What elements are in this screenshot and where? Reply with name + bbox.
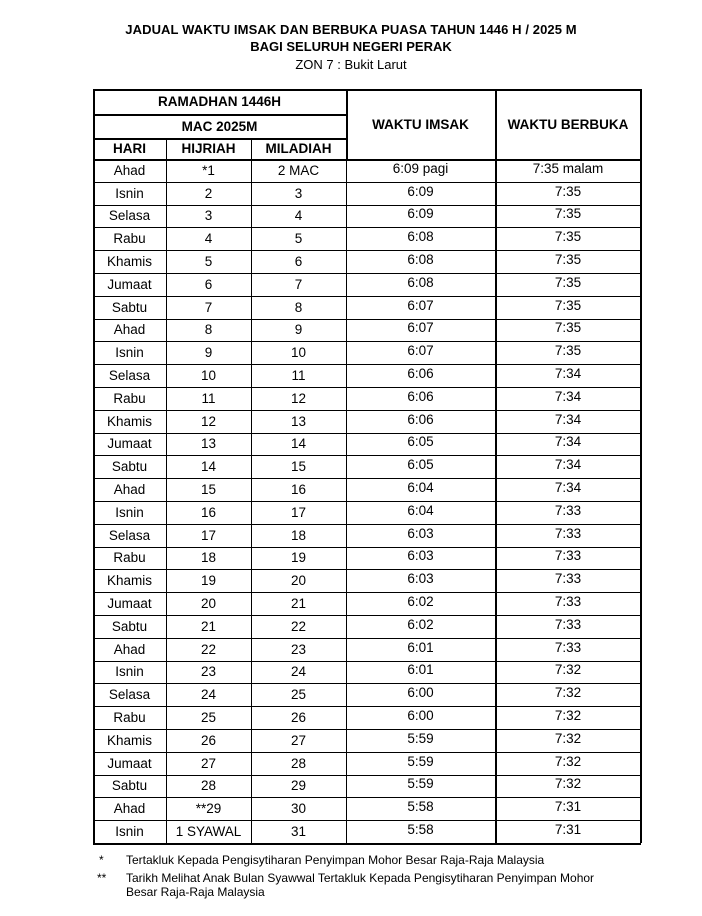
table-cell-berbuka: 7:32 bbox=[554, 662, 582, 678]
document-title: JADUAL WAKTU IMSAK DAN BERBUKA PUASA TAHUN 1446 H / 2025 M bbox=[125, 22, 577, 37]
table-cell-hijriah: 4 bbox=[204, 231, 213, 247]
table-cell-miladiah: 27 bbox=[290, 732, 307, 748]
table-cell-imsak: 6:05 bbox=[407, 434, 434, 450]
table-cell-miladiah: 12 bbox=[290, 390, 307, 406]
table-cell-imsak: 6:07 bbox=[407, 297, 434, 313]
table-cell-imsak: 6:08 bbox=[407, 252, 434, 268]
table-cell-miladiah: 24 bbox=[290, 664, 307, 680]
table-cell-miladiah: 17 bbox=[290, 504, 307, 520]
table-cell-miladiah: 30 bbox=[290, 801, 307, 817]
table-cell-imsak: 6:08 bbox=[407, 229, 434, 245]
table-cell-imsak: 6:04 bbox=[407, 502, 434, 518]
table-cell-imsak: 6:07 bbox=[407, 320, 434, 336]
table-cell-hari: Khamis bbox=[106, 254, 152, 270]
table-cell-hari: Khamis bbox=[106, 573, 152, 589]
table-cell-hari: Isnin bbox=[115, 824, 144, 840]
table-cell-imsak: 6:02 bbox=[407, 594, 434, 610]
table-cell-imsak: 6:02 bbox=[407, 616, 434, 632]
table-border bbox=[93, 843, 641, 845]
table-cell-imsak: 5:59 bbox=[407, 730, 434, 746]
table-cell-imsak: 5:59 bbox=[407, 776, 434, 792]
table-cell-berbuka: 7:35 bbox=[554, 274, 582, 290]
table-cell-imsak: 6:08 bbox=[407, 274, 434, 290]
table-cell-miladiah: 28 bbox=[290, 755, 307, 771]
table-cell-miladiah: 23 bbox=[290, 641, 307, 657]
table-cell-berbuka: 7:34 bbox=[554, 480, 582, 496]
header-mac: MAC 2025M bbox=[181, 118, 258, 134]
table-cell-berbuka: 7:34 bbox=[554, 434, 582, 450]
table-cell-hari: Khamis bbox=[106, 413, 152, 429]
table-cell-hijriah: 15 bbox=[200, 482, 217, 498]
table-cell-imsak: 6:09 bbox=[407, 206, 434, 222]
table-cell-berbuka: 7:33 bbox=[554, 571, 582, 587]
table-cell-hari: Sabtu bbox=[111, 299, 148, 315]
note-symbol: * bbox=[99, 853, 104, 867]
table-cell-hijriah: 17 bbox=[200, 527, 217, 543]
table-cell-berbuka: 7:35 bbox=[554, 206, 582, 222]
table-cell-imsak: 6:06 bbox=[407, 366, 434, 382]
table-cell-hijriah: 18 bbox=[200, 550, 217, 566]
note-symbol: ** bbox=[97, 871, 107, 885]
table-cell-miladiah: 10 bbox=[290, 345, 307, 361]
table-cell-miladiah: 4 bbox=[294, 208, 303, 224]
zone-label: ZON 7 : Bukit Larut bbox=[295, 57, 407, 72]
table-cell-hijriah: 26 bbox=[200, 732, 217, 748]
table-cell-miladiah: 22 bbox=[290, 618, 307, 634]
table-cell-hijriah: 25 bbox=[200, 710, 217, 726]
table-cell-berbuka: 7:32 bbox=[554, 708, 582, 724]
table-cell-miladiah: 5 bbox=[294, 231, 303, 247]
table-cell-miladiah: 29 bbox=[290, 778, 307, 794]
table-cell-miladiah: 9 bbox=[294, 322, 303, 338]
table-cell-hijriah: **29 bbox=[195, 801, 222, 817]
table-cell-hari: Selasa bbox=[108, 368, 151, 384]
table-cell-hijriah: 3 bbox=[204, 208, 213, 224]
table-cell-miladiah: 7 bbox=[294, 276, 303, 292]
table-cell-berbuka: 7:33 bbox=[554, 525, 582, 541]
table-cell-imsak: 6:03 bbox=[407, 571, 434, 587]
table-cell-imsak: 6:00 bbox=[407, 685, 434, 701]
table-cell-hari: Jumaat bbox=[107, 755, 152, 771]
table-cell-hari: Ahad bbox=[113, 641, 146, 657]
table-cell-imsak: 6:03 bbox=[407, 525, 434, 541]
table-cell-hijriah: 27 bbox=[200, 755, 217, 771]
header-hari: HARI bbox=[113, 141, 146, 156]
table-cell-hari: Selasa bbox=[108, 208, 151, 224]
header-miladiah: MILADIAH bbox=[265, 141, 332, 156]
table-cell-hari: Rabu bbox=[113, 550, 146, 566]
table-cell-hijriah: 12 bbox=[200, 413, 217, 429]
table-cell-hari: Selasa bbox=[108, 687, 151, 703]
table-cell-hijriah: 2 bbox=[204, 185, 213, 201]
table-cell-hari: Jumaat bbox=[107, 596, 152, 612]
table-cell-hari: Sabtu bbox=[111, 618, 148, 634]
table-cell-hijriah: 24 bbox=[200, 687, 217, 703]
table-cell-miladiah: 16 bbox=[290, 482, 307, 498]
table-cell-imsak: 6:05 bbox=[407, 457, 434, 473]
table-cell-hijriah: 13 bbox=[200, 436, 217, 452]
table-cell-imsak: 6:01 bbox=[407, 662, 434, 678]
table-cell-hijriah: 20 bbox=[200, 596, 217, 612]
table-cell-miladiah: 19 bbox=[290, 550, 307, 566]
table-cell-miladiah: 31 bbox=[290, 824, 307, 840]
table-cell-berbuka: 7:34 bbox=[554, 457, 582, 473]
table-cell-hari: Rabu bbox=[113, 710, 146, 726]
table-cell-berbuka: 7:35 malam bbox=[532, 160, 604, 176]
table-cell-berbuka: 7:33 bbox=[554, 639, 582, 655]
table-cell-berbuka: 7:33 bbox=[554, 548, 582, 564]
table-cell-berbuka: 7:32 bbox=[554, 730, 582, 746]
table-cell-berbuka: 7:31 bbox=[554, 822, 582, 838]
table-cell-hari: Rabu bbox=[113, 390, 146, 406]
table-cell-hari: Isnin bbox=[115, 345, 144, 361]
table-cell-hari: Rabu bbox=[113, 231, 146, 247]
table-cell-hari: Selasa bbox=[108, 527, 151, 543]
table-cell-miladiah: 15 bbox=[290, 459, 307, 475]
table-cell-hari: Sabtu bbox=[111, 459, 148, 475]
table-cell-hari: Ahad bbox=[113, 322, 146, 338]
table-cell-hijriah: 14 bbox=[200, 459, 217, 475]
table-cell-hijriah: 1 SYAWAL bbox=[175, 824, 242, 840]
table-cell-berbuka: 7:35 bbox=[554, 343, 582, 359]
table-cell-miladiah: 6 bbox=[294, 254, 303, 270]
table-cell-imsak: 6:07 bbox=[407, 343, 434, 359]
table-cell-berbuka: 7:34 bbox=[554, 411, 582, 427]
table-cell-imsak: 6:03 bbox=[407, 548, 434, 564]
table-cell-hari: Sabtu bbox=[111, 778, 148, 794]
table-cell-berbuka: 7:32 bbox=[554, 753, 582, 769]
table-cell-imsak: 6:01 bbox=[407, 639, 434, 655]
table-cell-hari: Jumaat bbox=[107, 276, 152, 292]
table-cell-imsak: 6:06 bbox=[407, 411, 434, 427]
header-waktu-imsak: WAKTU IMSAK bbox=[372, 116, 469, 132]
table-cell-hari: Isnin bbox=[115, 185, 144, 201]
table-cell-hijriah: 23 bbox=[200, 664, 217, 680]
table-cell-imsak: 5:58 bbox=[407, 822, 434, 838]
table-cell-miladiah: 26 bbox=[290, 710, 307, 726]
table-cell-imsak: 6:09 bbox=[407, 183, 434, 199]
document-subtitle: BAGI SELURUH NEGERI PERAK bbox=[250, 39, 452, 54]
table-cell-imsak: 6:04 bbox=[407, 480, 434, 496]
table-cell-hijriah: 22 bbox=[200, 641, 217, 657]
table-cell-berbuka: 7:35 bbox=[554, 183, 582, 199]
header-waktu-berbuka: WAKTU BERBUKA bbox=[507, 116, 629, 132]
header-ramadhan: RAMADHAN 1446H bbox=[157, 94, 282, 109]
table-cell-hari: Khamis bbox=[106, 732, 152, 748]
table-cell-berbuka: 7:35 bbox=[554, 320, 582, 336]
table-cell-hijriah: 21 bbox=[200, 618, 217, 634]
table-cell-hijriah: 28 bbox=[200, 778, 217, 794]
table-cell-miladiah: 25 bbox=[290, 687, 307, 703]
table-cell-imsak: 6:00 bbox=[407, 708, 434, 724]
table-cell-hijriah: 5 bbox=[204, 254, 213, 270]
table-cell-berbuka: 7:35 bbox=[554, 229, 582, 245]
table-cell-berbuka: 7:33 bbox=[554, 616, 582, 632]
table-cell-hari: Jumaat bbox=[107, 436, 152, 452]
table-cell-hijriah: 8 bbox=[204, 322, 213, 338]
table-cell-miladiah: 13 bbox=[290, 413, 307, 429]
table-cell-hijriah: 9 bbox=[204, 345, 213, 361]
table-cell-berbuka: 7:33 bbox=[554, 594, 582, 610]
table-cell-berbuka: 7:35 bbox=[554, 297, 582, 313]
table-cell-hari: Isnin bbox=[115, 664, 144, 680]
table-cell-miladiah: 18 bbox=[290, 527, 307, 543]
table-cell-imsak: 6:09 pagi bbox=[392, 160, 449, 176]
table-cell-imsak: 5:58 bbox=[407, 799, 434, 815]
table-cell-imsak: 6:06 bbox=[407, 388, 434, 404]
table-cell-imsak: 5:59 bbox=[407, 753, 434, 769]
header-hijriah: HIJRIAH bbox=[181, 141, 236, 156]
table-cell-berbuka: 7:35 bbox=[554, 252, 582, 268]
table-cell-miladiah: 20 bbox=[290, 573, 307, 589]
table-cell-miladiah: 14 bbox=[290, 436, 307, 452]
table-cell-berbuka: 7:33 bbox=[554, 502, 582, 518]
table-cell-miladiah: 3 bbox=[294, 185, 303, 201]
table-cell-berbuka: 7:34 bbox=[554, 366, 582, 382]
table-cell-hari: Ahad bbox=[113, 801, 146, 817]
footnote: Tertakluk Kepada Pengisytiharan Penyimpan Mohor Besar Raja-Raja Malaysia bbox=[126, 853, 545, 867]
table-cell-hijriah: 16 bbox=[200, 504, 217, 520]
table-cell-hari: Ahad bbox=[113, 482, 146, 498]
table-cell-berbuka: 7:32 bbox=[554, 776, 582, 792]
table-cell-berbuka: 7:31 bbox=[554, 799, 582, 815]
footnote: Tarikh Melihat Anak Bulan Syawwal Tertakluk Kepada Pengisytiharan Penyimpan Mohor Besar Raja-Raja Malaysia bbox=[126, 871, 595, 899]
table-cell-hijriah: 7 bbox=[204, 299, 213, 315]
table-cell-hari: Isnin bbox=[115, 504, 144, 520]
table-cell-hijriah: 6 bbox=[204, 276, 213, 292]
table-cell-miladiah: 11 bbox=[291, 368, 306, 384]
table-cell-miladiah: 2 MAC bbox=[277, 162, 320, 178]
table-cell-berbuka: 7:34 bbox=[554, 388, 582, 404]
table-cell-hijriah: 19 bbox=[200, 573, 217, 589]
table-cell-hijriah: 11 bbox=[201, 390, 216, 406]
table-cell-hijriah: 10 bbox=[200, 368, 217, 384]
table-cell-berbuka: 7:32 bbox=[554, 685, 582, 701]
table-cell-miladiah: 21 bbox=[290, 596, 307, 612]
table-cell-hari: Ahad bbox=[113, 162, 146, 178]
table-cell-hijriah: *1 bbox=[202, 162, 215, 178]
table-cell-miladiah: 8 bbox=[294, 299, 303, 315]
